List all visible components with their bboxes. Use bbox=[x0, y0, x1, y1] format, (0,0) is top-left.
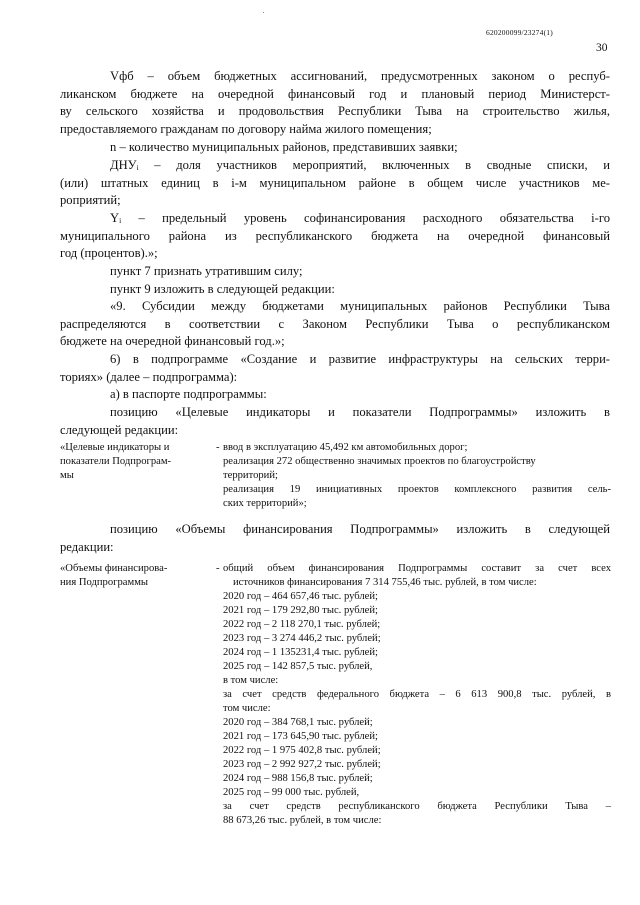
value-line: 2024 год – 1 135231,4 тыс. рублей; bbox=[223, 647, 379, 658]
document-id: 620200099/23274(1) bbox=[486, 28, 553, 37]
para-item-a: а) в паспорте подпрограммы: bbox=[110, 387, 267, 401]
text-line: ДНУᵢ – доля участников мероприятий, включенных в сводные списки, и bbox=[110, 158, 610, 172]
value-line: реализация 19 инициативных проектов комплексного развития сель- bbox=[223, 484, 611, 495]
text-line: муниципального района из республиканского бюджета на очередной финансовый bbox=[60, 228, 610, 243]
text-line: позицию «Целевые индикаторы и показатели Подпрограммы» изложить в bbox=[110, 405, 610, 419]
text-line: роприятий; bbox=[60, 193, 121, 208]
text-line: следующей редакции: bbox=[60, 422, 179, 437]
value-line: 2020 год – 464 657,46 тыс. рублей; bbox=[223, 591, 379, 602]
page-number: 30 bbox=[596, 42, 608, 54]
text-line: год (процентов).»; bbox=[60, 246, 158, 261]
value-line: источников финансирования 7 314 755,46 тыс. рублей, в том числе: bbox=[233, 577, 537, 588]
block1-dash: - bbox=[216, 442, 220, 453]
value-line: за счет средств республиканского бюджета Республики Тыва – bbox=[223, 801, 611, 812]
para-point-9: пункт 9 изложить в следующей редакции: bbox=[110, 282, 335, 296]
text-line: распределяются в соответствии с Законом Республики Тыва о республиканском bbox=[60, 316, 610, 331]
page-mark bbox=[263, 12, 264, 13]
value-line: ввод в эксплуатацию 45,492 км автомобильных дорог; bbox=[223, 442, 468, 453]
value-line: 88 673,26 тыс. рублей, в том числе: bbox=[223, 815, 382, 826]
para-n-definition: n – количество муниципальных районов, представивших заявки; bbox=[110, 140, 458, 154]
label-line: «Объемы финансирова- bbox=[60, 563, 168, 574]
para-y-definition bbox=[60, 210, 610, 263]
text-line: ликанском бюджете на очередной финансовый год и плановый период Министерст- bbox=[60, 86, 610, 101]
text-line: 6) в подпрограмме «Создание и развитие инфраструктуры на сельских терри- bbox=[110, 352, 610, 366]
value-line: 2024 год – 988 156,8 тыс. рублей; bbox=[223, 773, 373, 784]
value-line: 2022 год – 1 975 402,8 тыс. рублей; bbox=[223, 745, 381, 756]
label-line: мы bbox=[60, 470, 74, 481]
text-line: Yᵢ – предельный уровень софинансирования расходного обязательства i-го bbox=[110, 211, 610, 225]
para-target-indicators bbox=[60, 404, 610, 439]
text-line: ториях» (далее – подпрограмма): bbox=[60, 369, 238, 384]
para-point-7: пункт 7 признать утратившим силу; bbox=[110, 264, 303, 278]
text-line: редакции: bbox=[60, 539, 114, 554]
text-line: «9. Субсидии между бюджетами муниципальных районов Республики Тыва bbox=[110, 299, 610, 313]
value-line: 2025 год – 142 857,5 тыс. рублей, bbox=[223, 661, 373, 672]
value-line: реализация 272 общественно значимых проектов по благоустройству bbox=[223, 456, 536, 467]
block2-values bbox=[223, 562, 611, 828]
para-vfb-definition bbox=[60, 68, 610, 139]
para-financing-volumes bbox=[60, 521, 610, 556]
value-line: в том числе: bbox=[223, 675, 279, 686]
value-line: ских территорий»; bbox=[223, 498, 307, 509]
text-line: (или) штатных единиц в i-м муниципальном районе в общем числе участников ме- bbox=[60, 175, 610, 190]
value-line: общий объем финансирования Подпрограммы составит за счет всех bbox=[223, 563, 611, 574]
value-line: 2023 год – 2 992 927,2 тыс. рублей; bbox=[223, 759, 381, 770]
value-line: за счет средств федерального бюджета – 6 613 900,8 тыс. рублей, в bbox=[223, 689, 611, 700]
para-quote-9 bbox=[60, 298, 610, 351]
text-line: предоставляемого гражданам по договору найма жилого помещения; bbox=[60, 122, 432, 137]
text-line: позицию «Объемы финансирования Подпрограммы» изложить в следующей bbox=[110, 522, 610, 536]
value-line: 2021 год – 173 645,90 тыс. рублей; bbox=[223, 731, 379, 742]
value-line: территорий; bbox=[223, 470, 278, 481]
label-line: ния Подпрограммы bbox=[60, 577, 149, 588]
text-line: Vфб – объем бюджетных ассигнований, предусмотренных законом о респуб- bbox=[110, 69, 610, 83]
label-line: «Целевые индикаторы и bbox=[60, 442, 170, 453]
text-line: ву сельского хозяйства и продовольствия Республики Тыва на строительство жилья, bbox=[60, 104, 610, 119]
label-line: показатели Подпрограм- bbox=[60, 456, 172, 467]
block2-dash: - bbox=[216, 563, 220, 574]
value-line: 2022 год – 2 118 270,1 тыс. рублей; bbox=[223, 619, 381, 630]
value-line: том числе: bbox=[223, 703, 271, 714]
block1-values bbox=[223, 441, 611, 511]
para-dnu-definition bbox=[60, 157, 610, 210]
block2-label bbox=[60, 562, 167, 590]
text-line: бюджете на очередной финансовый год.»; bbox=[60, 334, 285, 349]
value-line: 2021 год – 179 292,80 тыс. рублей; bbox=[223, 605, 379, 616]
para-item-6 bbox=[60, 351, 610, 386]
block1-label bbox=[60, 441, 171, 483]
value-line: 2023 год – 3 274 446,2 тыс. рублей; bbox=[223, 633, 381, 644]
value-line: 2025 год – 99 000 тыс. рублей, bbox=[223, 787, 360, 798]
value-line: 2020 год – 384 768,1 тыс. рублей; bbox=[223, 717, 373, 728]
